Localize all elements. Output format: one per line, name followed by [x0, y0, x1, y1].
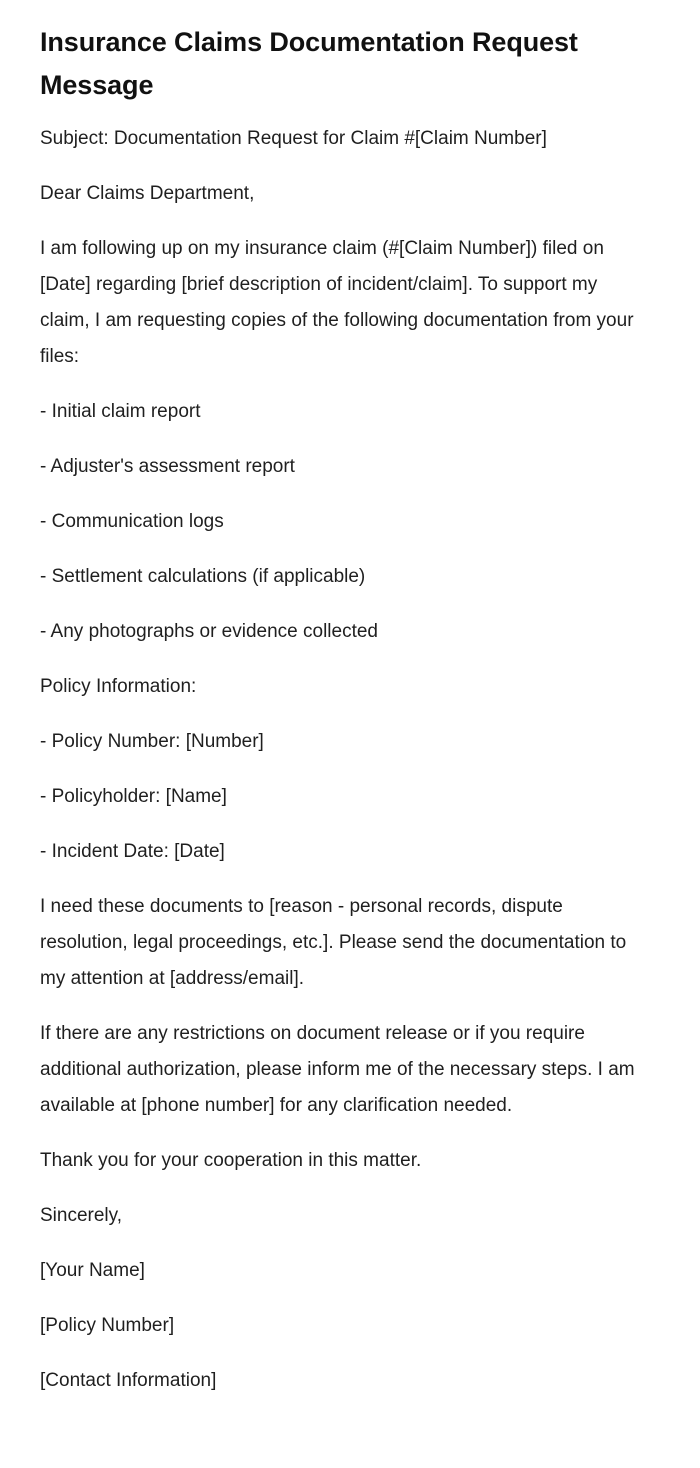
reason-paragraph: I need these documents to [reason - personal records, dispute resolution, legal proceedings, etc.]. Please send the documentation to my attention at [address/email]. — [40, 896, 627, 989]
list-item-settlement-calculations: - Settlement calculations (if applicable) — [40, 566, 366, 587]
list-item-incident-date: - Incident Date: [Date] — [40, 841, 225, 862]
list-item-policy-number: - Policy Number: [Number] — [40, 731, 264, 752]
list-item-initial-claim-report: - Initial claim report — [40, 401, 201, 422]
salutation: Dear Claims Department, — [40, 183, 255, 204]
signature-name: [Your Name] — [40, 1260, 145, 1281]
signature-policy-number: [Policy Number] — [40, 1315, 175, 1336]
list-item-photographs-evidence: - Any photographs or evidence collected — [40, 621, 378, 642]
page-title: Insurance Claims Documentation Request Message — [40, 27, 578, 100]
closing-salutation: Sincerely, — [40, 1205, 123, 1226]
signature-contact-information: [Contact Information] — [40, 1370, 217, 1391]
intro-paragraph: I am following up on my insurance claim (#[Claim Number]) filed on [Date] regarding [brief description of incident/claim]. To support my claim, I am requesting copies of the following documentation from your files: — [40, 238, 634, 367]
policy-information-heading: Policy Information: — [40, 676, 197, 697]
subject-line: Subject: Documentation Request for Claim #[Claim Number] — [40, 128, 547, 149]
list-item-policyholder: - Policyholder: [Name] — [40, 786, 227, 807]
restrictions-paragraph: If there are any restrictions on document release or if you require additional authorization, please inform me of the necessary steps. I am available at [phone number] for any clarification needed. — [40, 1023, 635, 1116]
list-item-adjuster-assessment-report: - Adjuster's assessment report — [40, 456, 295, 477]
list-item-communication-logs: - Communication logs — [40, 511, 224, 532]
thank-you-paragraph: Thank you for your cooperation in this matter. — [40, 1150, 422, 1171]
